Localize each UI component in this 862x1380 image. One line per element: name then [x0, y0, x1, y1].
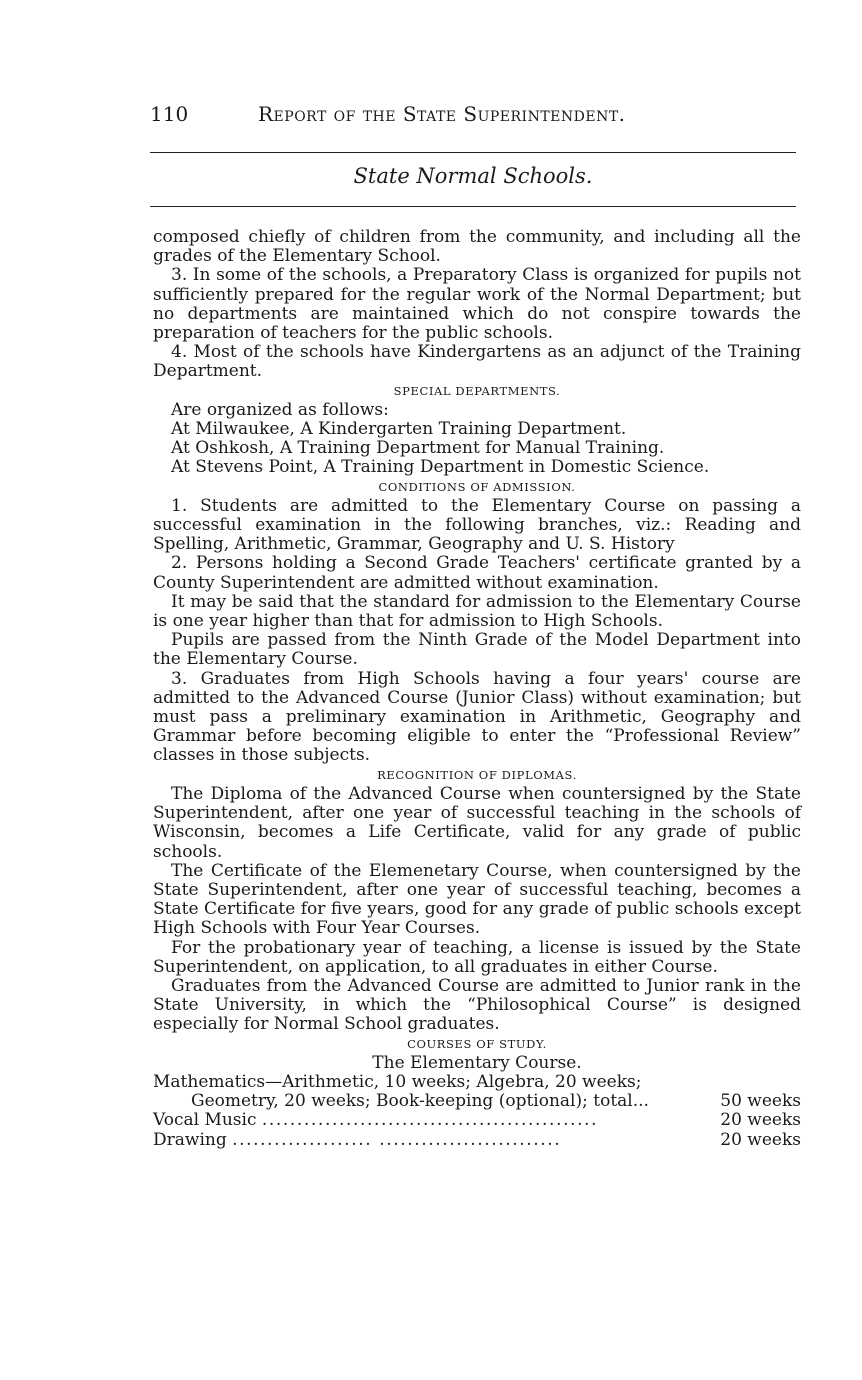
- course-label: [153, 1073, 701, 1111]
- course-label-line: Mathematics—Arithmetic, 10 weeks; Algebra, 20 weeks;: [153, 1071, 642, 1092]
- special-departments-line: At Stevens Point, A Training Department in Domestic Science.: [171, 457, 710, 478]
- intro-paragraph: 3. In some of the schools, a Preparatory Class is organized for pupils not sufficiently prepared for the regular work of the Normal Department; but no departments are maintained which do not conspire towards the preparation of teachers for the public schools.: [153, 265, 801, 344]
- leader-dots: .................... ..........................: [232, 1129, 562, 1150]
- course-label-line: Drawing: [153, 1129, 227, 1150]
- recognition-paragraph: Graduates from the Advanced Course are admitted to Junior rank in the State University, in which the “Philosophical Course” is designed especially for Normal School graduates.: [153, 975, 801, 1035]
- top-rule: [150, 152, 796, 153]
- intro-paragraph: composed chiefly of children from the community, and including all the grades of the Elementary School.: [153, 227, 801, 267]
- page-number: 110: [150, 102, 189, 126]
- intro-paragraph: 4. Most of the schools have Kindergartens as an adjunct of the Training Department.: [153, 342, 801, 382]
- report-title: Report of the State Superintendent.: [258, 102, 626, 126]
- admission-paragraph: 1. Students are admitted to the Elementary Course on passing a successful examination in the following branches, viz.: Reading and Spelling, Arithmetic, Grammar, Geography and U. S. History: [153, 495, 801, 555]
- special-departments-line: At Oshkosh, A Training Department for Manual Training.: [171, 438, 665, 459]
- course-weeks: 20 weeks: [720, 1129, 801, 1150]
- recognition-paragraph: The Certificate of the Elemenetary Course, when countersigned by the State Superintendent, after one year of successful teaching, becomes a State Certificate for five years, good for any grade of public schools except High Schools with Four Year Courses.: [153, 860, 801, 939]
- course-label-line: Vocal Music: [153, 1110, 257, 1131]
- body-text: [153, 228, 801, 1150]
- course-label: [153, 1111, 701, 1130]
- courses-heading: COURSES OF STUDY.: [407, 1036, 547, 1051]
- bottom-rule: [150, 206, 796, 207]
- special-departments-heading: SPECIAL DEPARTMENTS.: [393, 383, 561, 398]
- admission-paragraph: 2. Persons holding a Second Grade Teachers' certificate granted by a County Superintendent are admitted without examination.: [153, 553, 801, 593]
- recognition-paragraph: For the probationary year of teaching, a license is issued by the State Superintendent, on application, to all graduates in either Course.: [153, 937, 801, 977]
- recognition-paragraph: The Diploma of the Advanced Course when countersigned by the State Superintendent, after one year of successful teaching in the schools of Wisconsin, becomes a Life Certificate, valid for any grade of public schools.: [153, 783, 801, 862]
- admission-paragraph: It may be said that the standard for admission to the Elementary Course is one year higher than that for admission to High Schools.: [153, 591, 801, 632]
- course-label-line: Geometry, 20 weeks; Book-keeping (optional); total...: [191, 1091, 649, 1112]
- course-weeks: 20 weeks: [720, 1110, 801, 1131]
- admission-heading: CONDITIONS OF ADMISSION.: [378, 479, 576, 494]
- admission-paragraph: Pupils are passed from the Ninth Grade of the Model Department into the Elementary Course.: [153, 630, 801, 670]
- elementary-course-heading: The Elementary Course.: [372, 1052, 582, 1073]
- course-row-mathematics: [153, 1073, 801, 1111]
- admission-paragraph: 3. Graduates from High Schools having a four years' course are admitted to the Advanced Course (Junior Class) without examination; but must pass a preliminary examination in Arithmetic, Geography and Grammar before becoming eligible to enter the “Professional Review” classes in those subjects.: [153, 668, 801, 766]
- recognition-heading: RECOGNITION OF DIPLOMAS.: [377, 767, 577, 782]
- special-departments-line: Are organized as follows:: [171, 399, 389, 420]
- course-weeks: 50 weeks: [720, 1091, 801, 1112]
- course-row-vocal-music: [153, 1111, 801, 1130]
- special-departments-line: At Milwaukee, A Kindergarten Training Department.: [171, 419, 627, 440]
- section-title: State Normal Schools.: [353, 164, 593, 188]
- course-row-drawing: [153, 1131, 801, 1150]
- running-head: [150, 100, 800, 132]
- leader-dots: ................................................: [261, 1110, 599, 1131]
- course-label: [153, 1131, 701, 1150]
